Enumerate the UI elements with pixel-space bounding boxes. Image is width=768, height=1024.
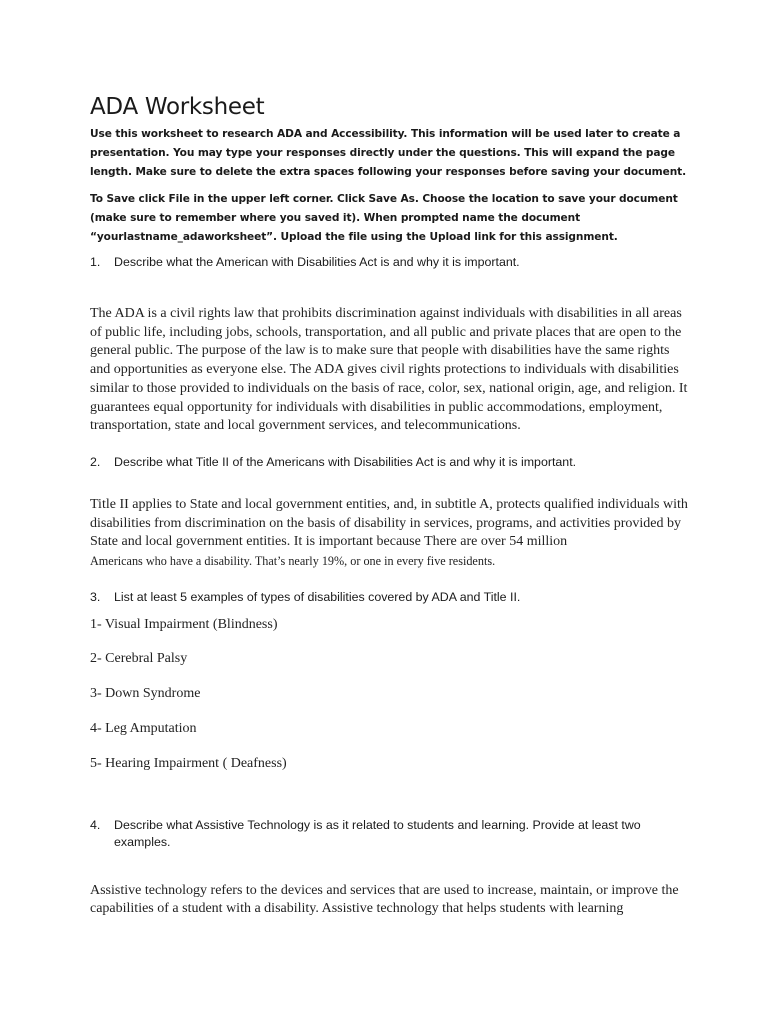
question-number: 4.: [90, 817, 101, 832]
worksheet-page: [90, 92, 690, 919]
question-text: List at least 5 examples of types of disabilities covered by ADA and Title II.: [114, 589, 521, 604]
question-1: [90, 254, 690, 271]
question-4: [90, 817, 690, 851]
list-item: 2- Cerebral Palsy: [90, 650, 188, 666]
question-text: Describe what the American with Disabilities Act is and why it is important.: [114, 255, 520, 269]
question-number: 1.: [90, 255, 101, 269]
question-number: 2.: [90, 454, 101, 469]
answer-2: [90, 496, 690, 572]
answer-4: Assistive technology refers to the devices and services that are used to increase, maintain, or improve the capabilities of a student with a disability. Assistive technology that helps students with learning: [90, 882, 679, 917]
disability-list: [90, 616, 690, 773]
list-item: 4- Leg Amputation: [90, 720, 197, 736]
instructions-paragraph: Use this worksheet to research ADA and Accessibility. This information will be used later to create a presentation. You may type your responses directly under the questions. This will expand the page length. Make sure to delete the extra spaces following your responses before saving your document.: [90, 128, 687, 178]
question-number: 3.: [90, 589, 101, 604]
list-item: 1- Visual Impairment (Blindness): [90, 616, 278, 632]
answer-2-text: Title II applies to State and local government entities, and, in subtitle A, protects qualified individuals with disabilities from discrimination on the basis of disability in services, programs, and activities provided by State and local government entities. It is important because There are over 54 million: [90, 496, 688, 550]
list-item: 5- Hearing Impairment ( Deafness): [90, 755, 287, 771]
answer-1: The ADA is a civil rights law that prohibits discrimination against individuals with disabilities in all areas of public life, including jobs, schools, transportation, and all public and private places that are open to the general public. The purpose of the law is to make sure that people with disabilities have the same rights and opportunities as everyone else. The ADA gives civil rights protections to individuals with disabilities similar to those provided to individuals on the basis of race, color, sex, national origin, age, and religion. It guarantees equal opportunity for individuals with disabilities in public accommodations, employment, transportation, state and local government services, and telecommunications.: [90, 306, 688, 434]
answer-2-tail: Americans who have a disability. That’s nearly 19%, or one in every five residents.: [90, 554, 496, 569]
question-3: [90, 589, 690, 606]
question-text: Describe what Title II of the Americans with Disabilities Act is and why it is important.: [114, 454, 577, 469]
save-instructions-paragraph: To Save click File in the upper left corner. Click Save As. Choose the location to save your document (make sure to remember where you saved it). When prompted name the document “yourlastname_adaworksheet”. Upload the file using the Upload link for this assignment.: [90, 193, 678, 243]
page-title: ADA Worksheet: [90, 94, 265, 120]
question-text: Describe what Assistive Technology is as it related to students and learning. Provide at least two examples.: [114, 817, 641, 849]
question-2: [90, 454, 690, 471]
list-item: 3- Down Syndrome: [90, 685, 201, 701]
